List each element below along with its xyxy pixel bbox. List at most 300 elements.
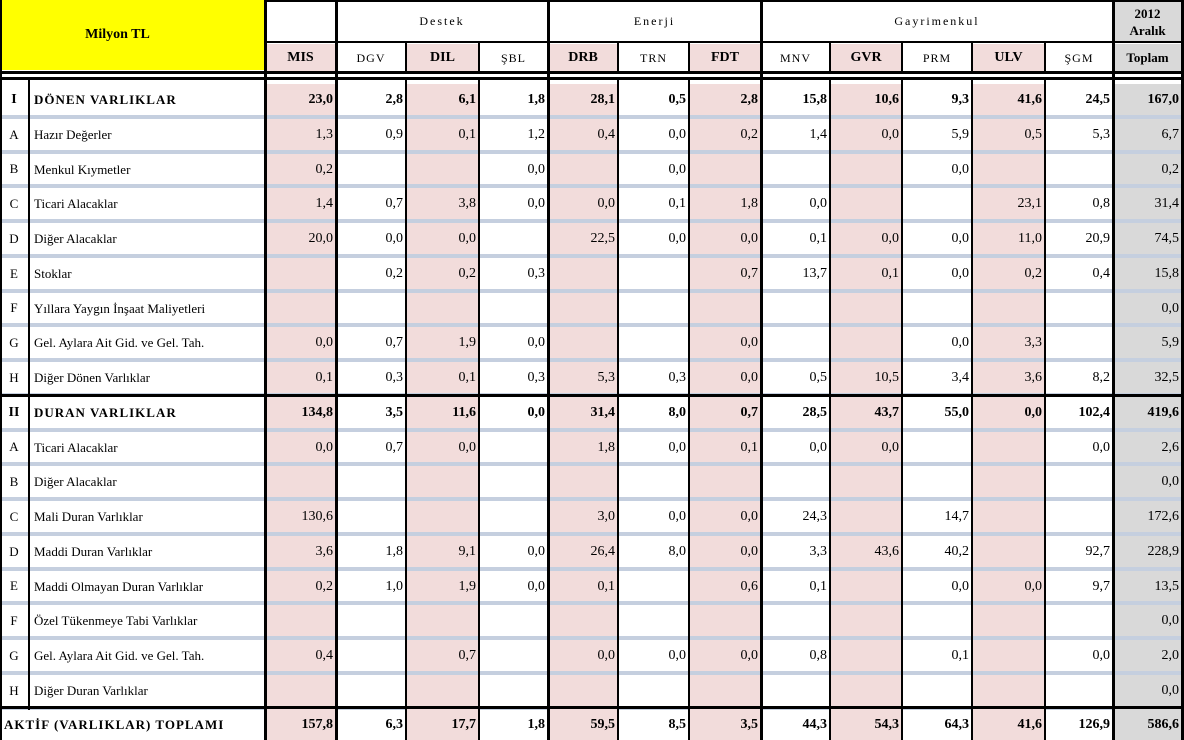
- column-header-fdt: FDT: [689, 44, 761, 72]
- cell-value: 3,8: [406, 188, 479, 219]
- cell-value: [689, 675, 761, 706]
- grid-line: [478, 80, 480, 740]
- group-header-gayrimenkul: Gayrimenkul: [894, 13, 980, 28]
- cell-value: [902, 188, 972, 219]
- cell-value: 0,0: [689, 223, 761, 254]
- cell-value: [1045, 154, 1113, 184]
- footer-value: 17,7: [406, 709, 479, 740]
- cell-value: 0,0: [527, 196, 545, 211]
- cell-value: 28,1: [548, 84, 618, 115]
- cell-value: [406, 605, 479, 636]
- cell-value: 1,2: [527, 127, 545, 142]
- footer-value: 59,5: [548, 709, 618, 740]
- cell-value: [830, 466, 902, 497]
- cell-value: [830, 327, 902, 358]
- footer-value: 1,8: [527, 717, 545, 732]
- cell-value: 0,1: [406, 119, 479, 150]
- footer-value: 44,3: [802, 717, 827, 732]
- cell-value: 0,8: [1092, 196, 1110, 211]
- total-year: 2012: [1134, 6, 1161, 21]
- row-code: E: [10, 578, 18, 593]
- row-label: DURAN VARLIKLAR: [34, 405, 177, 420]
- unit-header: Milyon TL: [0, 0, 265, 70]
- grid-line: [901, 80, 903, 740]
- grid-line: [335, 0, 338, 740]
- cell-value: [902, 293, 972, 323]
- cell-value: 10,5: [830, 362, 902, 393]
- cell-value: [479, 466, 548, 497]
- row-code: G: [9, 647, 19, 663]
- cell-value: 13,7: [802, 266, 827, 281]
- grid-line: [265, 0, 1184, 2]
- cell-value: [406, 466, 479, 497]
- cell-value: [1045, 501, 1113, 532]
- grid-line: [971, 42, 973, 72]
- row-code: II: [8, 404, 20, 420]
- cell-value: [972, 432, 1045, 462]
- cell-value: 0,3: [527, 266, 545, 281]
- row-label: Maddi Olmayan Duran Varlıklar: [34, 579, 204, 594]
- cell-value: 0,3: [668, 370, 686, 385]
- cell-value: 92,7: [1085, 544, 1110, 559]
- cell-value: [689, 293, 761, 323]
- row-code: C: [9, 195, 19, 211]
- footer-value: 3,5: [689, 709, 761, 740]
- cell-value: [830, 154, 902, 184]
- cell-value: 0,0: [668, 648, 686, 663]
- cell-total: 167,0: [1113, 84, 1182, 115]
- cell-value: 0,0: [527, 162, 545, 177]
- column-header-ulv: ULV: [972, 44, 1045, 72]
- cell-value: 22,5: [548, 223, 618, 254]
- cell-value: 0,0: [951, 266, 969, 281]
- cell-value: 0,0: [809, 196, 827, 211]
- footer-value: 157,8: [265, 709, 336, 740]
- cell-value: 0,9: [385, 127, 403, 142]
- cell-value: 31,4: [548, 397, 618, 428]
- cell-total: 0,0: [1113, 293, 1182, 323]
- column-header-şgm: ŞGM: [1064, 50, 1094, 65]
- cell-total: 31,4: [1113, 188, 1182, 219]
- cell-value: 9,7: [1092, 579, 1110, 594]
- cell-value: 10,6: [830, 84, 902, 115]
- cell-value: [761, 675, 830, 706]
- cell-total: 6,7: [1113, 119, 1182, 150]
- cell-value: 0,1: [668, 196, 686, 211]
- cell-value: [618, 605, 689, 636]
- cell-value: [972, 605, 1045, 636]
- cell-value: 0,0: [689, 536, 761, 567]
- cell-value: [336, 466, 406, 497]
- cell-value: [479, 605, 548, 636]
- cell-value: [548, 605, 618, 636]
- cell-value: 0,0: [527, 579, 545, 594]
- cell-value: 0,0: [668, 509, 686, 524]
- cell-value: 0,0: [951, 579, 969, 594]
- cell-value: [336, 675, 406, 706]
- cell-value: 0,0: [668, 231, 686, 246]
- cell-total: 228,9: [1113, 536, 1182, 567]
- cell-value: 43,7: [830, 397, 902, 428]
- cell-value: 0,0: [548, 640, 618, 671]
- total-period-header: [1113, 2, 1182, 42]
- cell-total: 32,5: [1113, 362, 1182, 393]
- footer-value: 126,9: [1078, 717, 1110, 732]
- cell-value: [336, 154, 406, 184]
- grid-line: [760, 0, 763, 740]
- cell-value: [689, 605, 761, 636]
- row-code: F: [10, 612, 18, 628]
- cell-value: 0,0: [1092, 648, 1110, 663]
- column-header-mnv: MNV: [779, 50, 811, 65]
- cell-value: 0,1: [689, 432, 761, 462]
- cell-value: [265, 258, 336, 289]
- column-header-drb: DRB: [548, 44, 618, 72]
- grid-line: [1112, 0, 1115, 740]
- grid-line: [688, 80, 690, 740]
- row-label: Gel. Aylara Ait Gid. ve Gel. Tah.: [34, 335, 205, 350]
- cell-value: 0,0: [689, 501, 761, 532]
- cell-value: [761, 293, 830, 323]
- cell-total: 0,2: [1113, 154, 1182, 184]
- row-code: I: [11, 91, 17, 107]
- footer-value: 8,5: [668, 717, 686, 732]
- cell-value: [972, 501, 1045, 532]
- cell-value: 14,7: [944, 509, 969, 524]
- cell-value: [479, 432, 548, 462]
- group-header-destek: Destek: [419, 13, 465, 28]
- cell-value: [479, 223, 548, 254]
- cell-value: [406, 154, 479, 184]
- cell-value: 0,0: [830, 119, 902, 150]
- cell-value: [479, 293, 548, 323]
- cell-value: 0,0: [830, 223, 902, 254]
- row-code: C: [9, 508, 19, 524]
- cell-value: 0,2: [265, 154, 336, 184]
- cell-value: 6,1: [406, 84, 479, 115]
- cell-value: 0,4: [1092, 266, 1110, 281]
- cell-value: 0,5: [668, 92, 686, 107]
- column-header-şbl: ŞBL: [500, 50, 526, 65]
- cell-value: 0,0: [406, 432, 479, 462]
- cell-value: [761, 327, 830, 358]
- cell-value: 0,7: [385, 440, 403, 455]
- cell-value: 0,0: [527, 544, 545, 559]
- cell-value: [972, 675, 1045, 706]
- cell-value: 24,3: [802, 509, 827, 524]
- cell-total: 74,5: [1113, 223, 1182, 254]
- cell-value: 3,6: [972, 362, 1045, 393]
- cell-value: 0,0: [951, 162, 969, 177]
- cell-total: 0,0: [1113, 675, 1182, 706]
- cell-total: 2,0: [1113, 640, 1182, 671]
- cell-value: 23,1: [972, 188, 1045, 219]
- cell-value: 0,6: [689, 571, 761, 601]
- cell-value: 3,4: [951, 370, 969, 385]
- cell-value: 1,9: [406, 327, 479, 358]
- cell-value: 9,1: [406, 536, 479, 567]
- column-header-dgv: DGV: [356, 50, 386, 65]
- cell-value: 0,0: [951, 231, 969, 246]
- cell-value: 8,0: [668, 544, 686, 559]
- cell-value: [618, 293, 689, 323]
- cell-value: 8,0: [668, 405, 686, 420]
- cell-value: [336, 640, 406, 671]
- cell-total: 13,5: [1113, 571, 1182, 601]
- cell-value: 0,0: [951, 335, 969, 350]
- cell-value: [406, 675, 479, 706]
- cell-value: 0,3: [527, 370, 545, 385]
- cell-value: [1045, 466, 1113, 497]
- cell-value: 0,1: [406, 362, 479, 393]
- cell-value: [618, 258, 689, 289]
- cell-total: 15,8: [1113, 258, 1182, 289]
- cell-value: [548, 293, 618, 323]
- grid-line: [265, 41, 1184, 43]
- column-header-mis: MIS: [265, 44, 336, 72]
- footer-value: 64,3: [944, 717, 969, 732]
- grid-line: [405, 42, 407, 72]
- cell-value: [336, 501, 406, 532]
- row-label: DÖNEN VARLIKLAR: [34, 92, 177, 107]
- cell-value: [618, 327, 689, 358]
- cell-value: [1045, 605, 1113, 636]
- cell-value: 0,5: [972, 119, 1045, 150]
- cell-value: [265, 466, 336, 497]
- cell-value: 55,0: [944, 405, 969, 420]
- cell-value: 0,0: [548, 188, 618, 219]
- cell-value: [972, 536, 1045, 567]
- cell-value: [830, 501, 902, 532]
- cell-value: 0,0: [830, 432, 902, 462]
- cell-value: 0,0: [689, 327, 761, 358]
- cell-value: 0,1: [830, 258, 902, 289]
- row-label: Özel Tükenmeye Tabi Varlıklar: [34, 613, 198, 628]
- row-code: H: [9, 682, 19, 698]
- cell-value: 8,2: [1092, 370, 1110, 385]
- cell-value: 0,0: [265, 327, 336, 358]
- cell-value: [830, 640, 902, 671]
- cell-value: 3,6: [265, 536, 336, 567]
- cell-value: 5,3: [1092, 127, 1110, 142]
- cell-total: 5,9: [1113, 327, 1182, 358]
- cell-value: [972, 640, 1045, 671]
- cell-value: 0,4: [265, 640, 336, 671]
- cell-value: 41,6: [972, 84, 1045, 115]
- cell-value: [902, 605, 972, 636]
- cell-value: 23,0: [265, 84, 336, 115]
- cell-value: [830, 605, 902, 636]
- cell-value: 11,0: [972, 223, 1045, 254]
- cell-value: 9,3: [951, 92, 969, 107]
- cell-value: 102,4: [1078, 405, 1110, 420]
- column-header-gvr: GVR: [830, 44, 902, 72]
- cell-value: [265, 293, 336, 323]
- cell-value: [618, 571, 689, 601]
- row-code: B: [9, 161, 19, 176]
- cell-value: [902, 432, 972, 462]
- cell-value: 24,5: [1085, 92, 1110, 107]
- cell-value: [406, 293, 479, 323]
- cell-value: [336, 293, 406, 323]
- cell-value: 15,8: [802, 92, 827, 107]
- cell-value: [902, 466, 972, 497]
- cell-value: [830, 293, 902, 323]
- grid-line: [617, 42, 619, 72]
- grid-line: [405, 80, 407, 740]
- footer-value: 41,6: [972, 709, 1045, 740]
- grid-line: [901, 42, 903, 72]
- cell-value: [830, 675, 902, 706]
- cell-value: 0,1: [951, 648, 969, 663]
- cell-value: [618, 466, 689, 497]
- cell-value: 0,0: [527, 405, 545, 420]
- row-label: Diğer Alacaklar: [34, 474, 117, 489]
- row-label: Menkul Kıymetler: [34, 162, 131, 177]
- footer-label: AKTİF (VARLIKLAR) TOPLAMI: [4, 717, 225, 732]
- cell-value: 0,7: [385, 335, 403, 350]
- cell-value: 1,0: [385, 579, 403, 594]
- cell-value: 0,8: [809, 648, 827, 663]
- footer-value: 54,3: [830, 709, 902, 740]
- cell-value: [548, 258, 618, 289]
- cell-value: [761, 154, 830, 184]
- row-label: Yıllara Yaygın İnşaat Maliyetleri: [34, 301, 206, 316]
- cell-value: 0,5: [809, 370, 827, 385]
- cell-value: [479, 501, 548, 532]
- grid-line: [0, 394, 1184, 397]
- grid-line: [1044, 42, 1046, 72]
- row-label: Hazır Değerler: [34, 127, 112, 142]
- cell-value: 26,4: [548, 536, 618, 567]
- cell-value: 0,0: [972, 397, 1045, 428]
- cell-value: 20,0: [265, 223, 336, 254]
- cell-value: 1,4: [809, 127, 827, 142]
- grid-line: [478, 42, 480, 72]
- cell-value: 5,3: [548, 362, 618, 393]
- cell-value: 3,3: [809, 544, 827, 559]
- cell-value: 0,0: [1092, 440, 1110, 455]
- cell-value: 0,2: [689, 119, 761, 150]
- cell-value: 20,9: [1085, 231, 1110, 246]
- cell-value: [902, 675, 972, 706]
- cell-value: [1045, 293, 1113, 323]
- column-header-dil: DIL: [406, 44, 479, 72]
- cell-value: 0,2: [972, 258, 1045, 289]
- cell-value: 0,0: [527, 335, 545, 350]
- cell-value: [1045, 327, 1113, 358]
- cell-value: 0,1: [809, 579, 827, 594]
- cell-value: 0,0: [668, 162, 686, 177]
- cell-value: [479, 640, 548, 671]
- cell-value: [618, 675, 689, 706]
- cell-value: [336, 605, 406, 636]
- cell-value: [830, 188, 902, 219]
- grid-line: [547, 0, 550, 740]
- row-code: F: [10, 300, 18, 315]
- cell-value: 0,7: [385, 196, 403, 211]
- cell-value: 0,3: [385, 370, 403, 385]
- cell-value: 0,0: [265, 432, 336, 462]
- grid-line: [829, 42, 831, 72]
- cell-value: 130,6: [265, 501, 336, 532]
- cell-total: 0,0: [1113, 605, 1182, 636]
- row-label: Gel. Aylara Ait Gid. ve Gel. Tah.: [34, 648, 205, 663]
- cell-total: 0,0: [1113, 466, 1182, 497]
- cell-value: [972, 154, 1045, 184]
- cell-value: 40,2: [944, 544, 969, 559]
- row-label: Stoklar: [34, 266, 72, 281]
- grid-line: [0, 77, 1184, 80]
- column-header-total: Toplam: [1113, 44, 1182, 72]
- cell-value: [406, 501, 479, 532]
- grid-line: [0, 0, 2, 740]
- row-code: A: [9, 126, 19, 142]
- grid-line: [0, 706, 1184, 709]
- grid-line: [264, 0, 267, 740]
- cell-value: 1,9: [406, 571, 479, 601]
- footer-value: 6,3: [385, 717, 403, 732]
- cell-value: [761, 605, 830, 636]
- cell-value: 1,8: [689, 188, 761, 219]
- cell-value: 1,8: [385, 544, 403, 559]
- column-header-prm: PRM: [922, 50, 952, 65]
- row-label: Maddi Duran Varlıklar: [34, 544, 153, 559]
- cell-value: 0,0: [668, 127, 686, 142]
- cell-value: 43,6: [830, 536, 902, 567]
- row-code: A: [9, 439, 19, 454]
- cell-value: 0,0: [385, 231, 403, 246]
- row-code: B: [9, 473, 19, 489]
- cell-value: [689, 154, 761, 184]
- cell-value: 11,6: [406, 397, 479, 428]
- cell-value: 0,0: [689, 362, 761, 393]
- cell-value: [265, 675, 336, 706]
- grid-line: [617, 80, 619, 740]
- cell-value: 0,0: [689, 640, 761, 671]
- cell-value: 1,8: [548, 432, 618, 462]
- cell-value: [761, 466, 830, 497]
- cell-value: 0,4: [548, 119, 618, 150]
- row-code: H: [9, 369, 19, 385]
- grid-line: [971, 80, 973, 740]
- column-header-trn: TRN: [640, 50, 667, 65]
- grid-line: [0, 71, 1184, 74]
- cell-value: 0,1: [548, 571, 618, 601]
- cell-value: 0,2: [406, 258, 479, 289]
- cell-value: 0,2: [385, 266, 403, 281]
- cell-total: 419,6: [1113, 397, 1182, 428]
- cell-value: 3,0: [548, 501, 618, 532]
- cell-value: 3,5: [385, 405, 403, 420]
- cell-value: [689, 466, 761, 497]
- grid-line: [688, 42, 690, 72]
- row-label: Mali Duran Varlıklar: [34, 509, 143, 524]
- cell-value: 2,8: [689, 84, 761, 115]
- total-month: Aralık: [1129, 23, 1166, 38]
- cell-value: 1,8: [527, 92, 545, 107]
- row-code: G: [9, 334, 19, 350]
- cell-value: 0,0: [809, 440, 827, 455]
- cell-value: 0,1: [809, 231, 827, 246]
- cell-value: [265, 605, 336, 636]
- cell-value: [1045, 675, 1113, 706]
- cell-value: [548, 327, 618, 358]
- cell-value: 0,2: [265, 571, 336, 601]
- row-label: Ticari Alacaklar: [34, 440, 118, 455]
- row-code: D: [9, 543, 19, 559]
- cell-value: 0,0: [668, 440, 686, 455]
